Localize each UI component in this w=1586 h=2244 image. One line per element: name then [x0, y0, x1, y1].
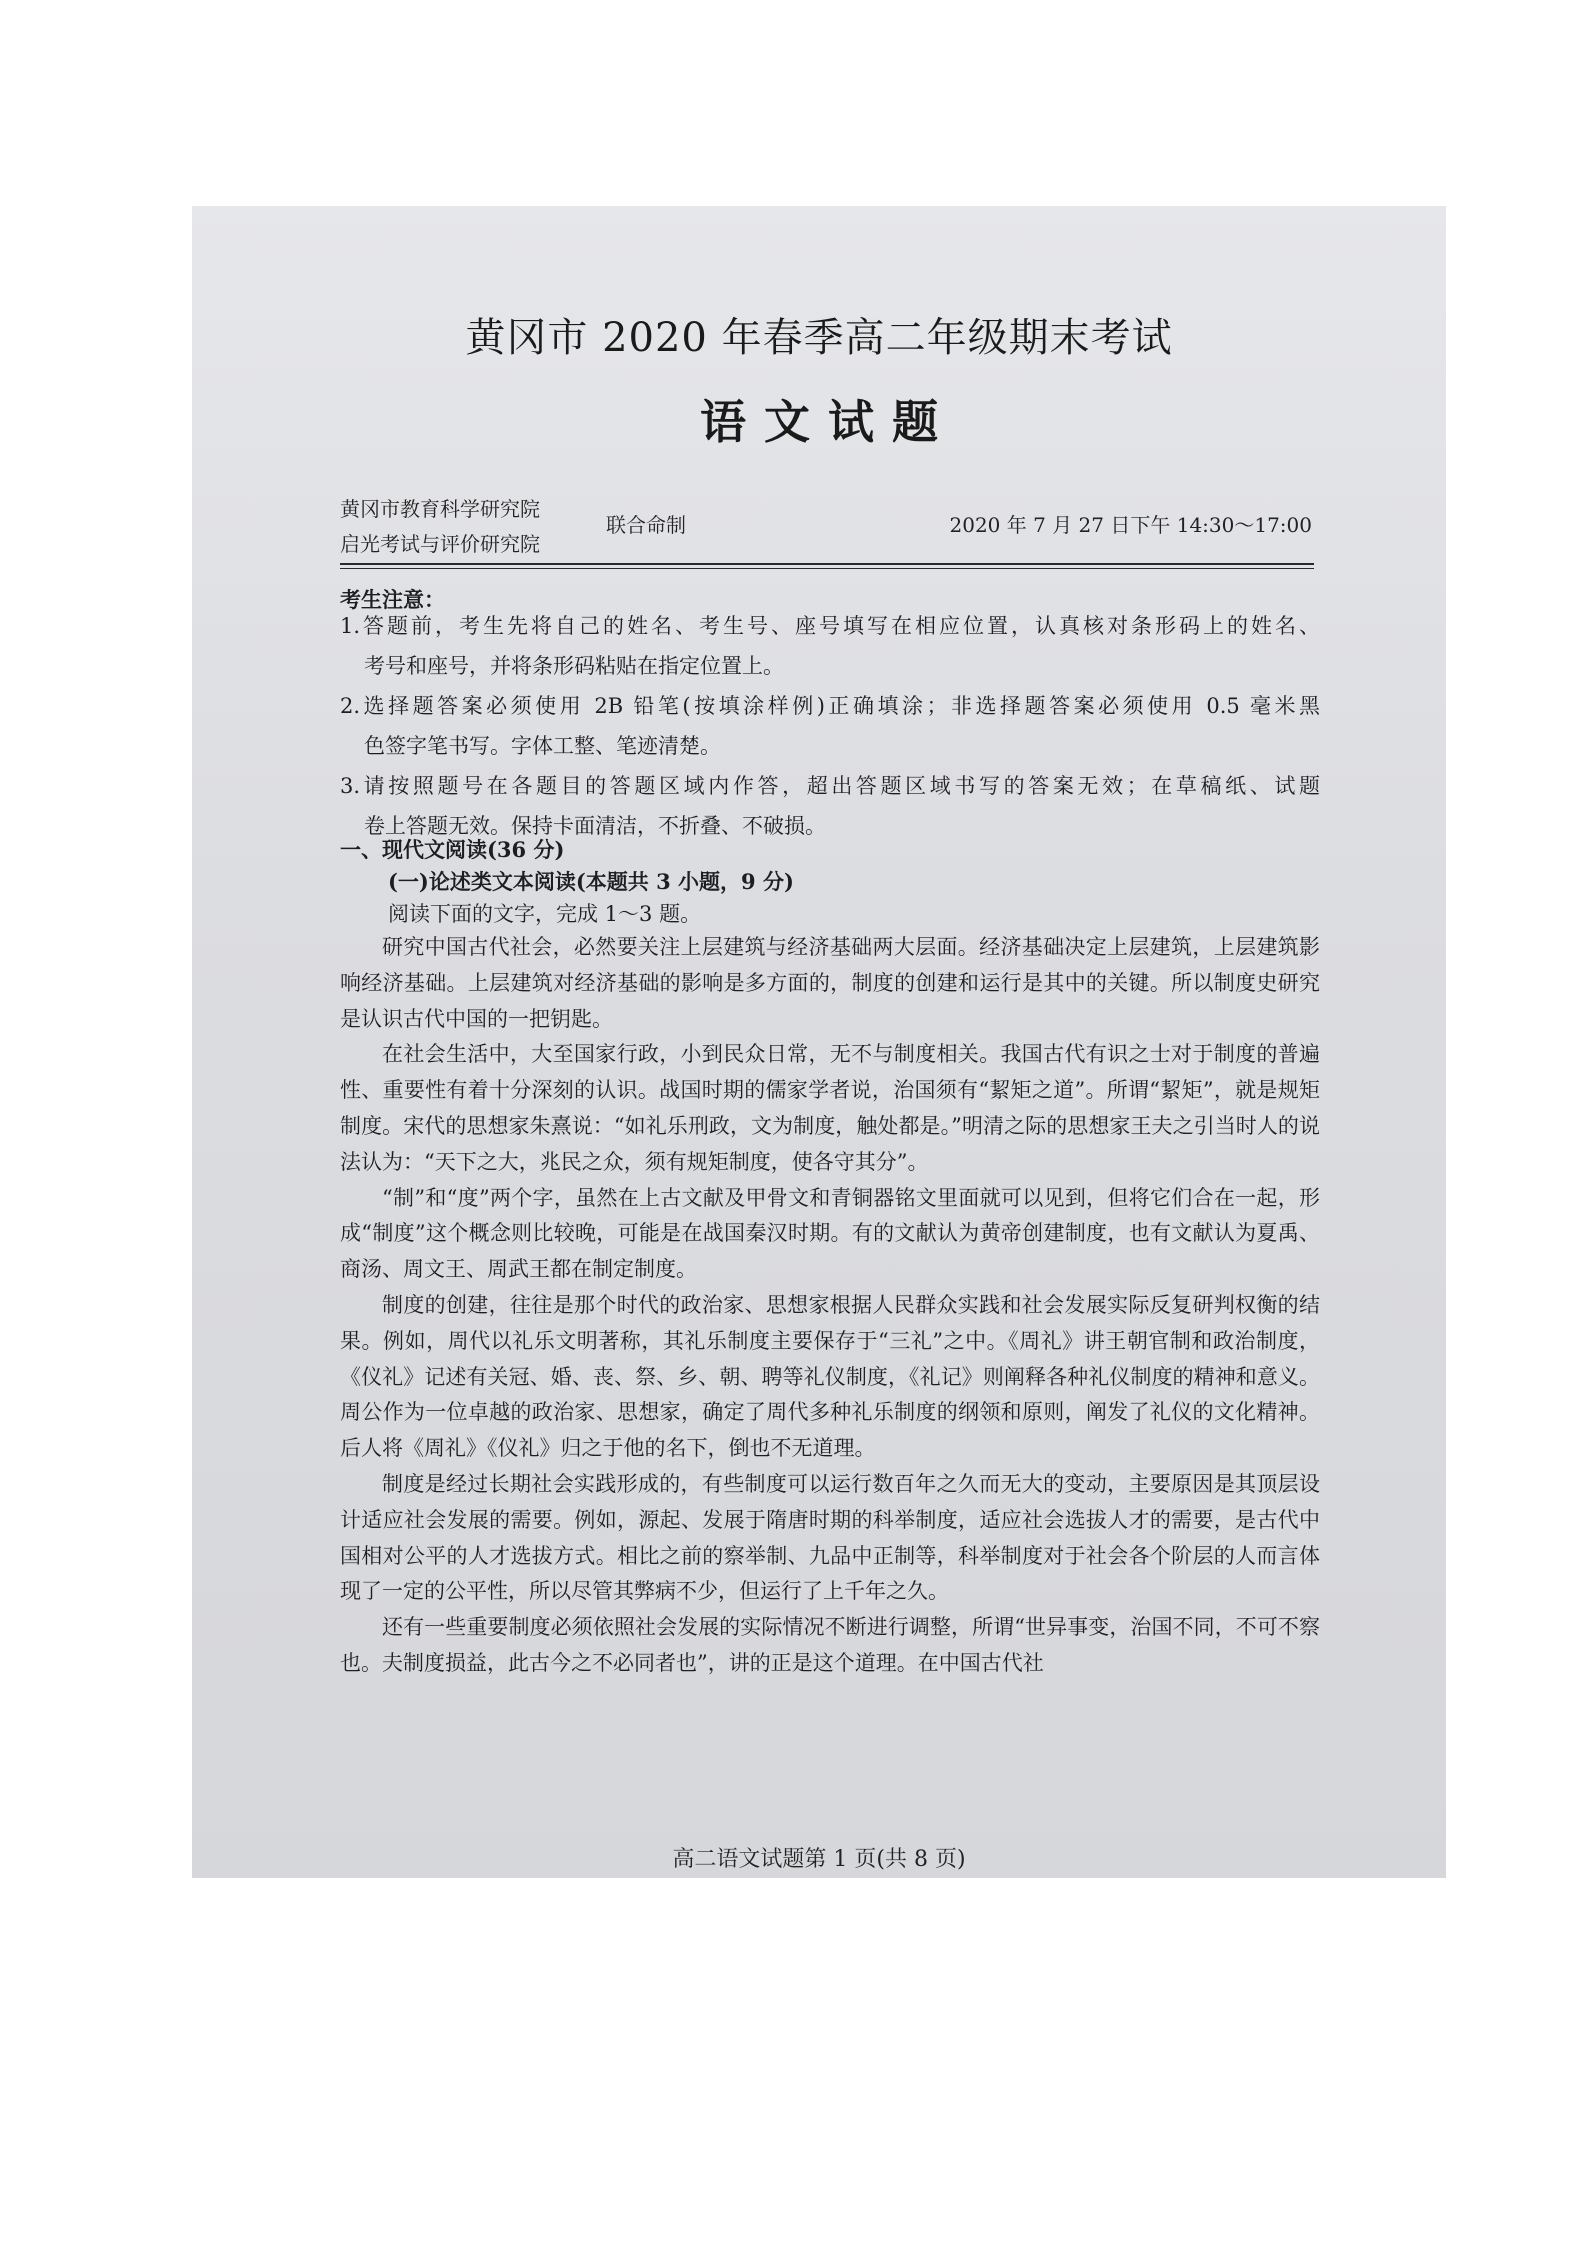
- header-divider-thin: [340, 568, 1314, 569]
- notice-item: [340, 606, 1320, 686]
- exam-paper: [192, 206, 1446, 1878]
- exam-title: 黄冈市 2020 年春季高二年级期末考试: [465, 315, 1173, 361]
- section-heading: 一、现代文阅读(36 分): [340, 837, 565, 862]
- organizer-2: 启光考试与评价研究院: [340, 532, 540, 556]
- passage-paragraph: 在社会生活中，大至国家行政，小到民众日常，无不与制度相关。我国古代有识之士对于制度的普遍性、重要性有着十分深刻的认识。战国时期的儒家学者说，治国须有“絜矩之道”。所谓“絜矩”，就是规矩制度。宋代的思想家朱熹说：“如礼乐刑政，文为制度，触处都是。”明清之际的思想家王夫之引当时人的说法认为：“天下之大，兆民之众，须有规矩制度，使各守其分”。: [340, 1042, 1320, 1174]
- passage-paragraph: 研究中国古代社会，必然要关注上层建筑与经济基础两大层面。经济基础决定上层建筑，上层建筑影响经济基础。上层建筑对经济基础的影响是多方面的，制度的创建和运行是其中的关键。所以制度史研究是认识古代中国的一把钥匙。: [340, 935, 1320, 1031]
- notice-heading: 考生注意：: [340, 587, 445, 612]
- page-footer: 高二语文试题第 1 页(共 8 页): [672, 1847, 966, 1872]
- exam-datetime: 2020 年 7 月 27 日下午 14:30～17:00: [949, 513, 1312, 537]
- notice-item-continuation: 考号和座号，并将条形码粘贴在指定位置上。: [364, 654, 784, 678]
- reading-passage: [340, 930, 1320, 1682]
- passage-paragraph: 制度的创建，往往是那个时代的政治家、思想家根据人民群众实践和社会发展实际反复研判权衡的结果。例如，周代以礼乐文明著称，其礼乐制度主要保存于“三礼”之中。《周礼》讲王朝官制和政治制度，《仪礼》记述有关冠、婚、丧、祭、乡、朝、聘等礼仪制度，《礼记》则阐释各种礼仪制度的精神和意义。周公作为一位卓越的政治家、思想家，确定了周代多种礼乐制度的纲领和原则，阐发了礼仪的文化精神。后人将《周礼》《仪礼》归之于他的名下，倒也不无道理。: [340, 1292, 1320, 1461]
- exam-subject: 语文试题: [700, 395, 956, 449]
- subsection-heading: (一)论述类文本阅读(本题共 3 小题，9 分): [388, 869, 794, 894]
- passage-paragraph: 制度是经过长期社会实践形成的，有些制度可以运行数百年之久而无大的变动，主要原因是其顶层设计适应社会发展的需要。例如，源起、发展于隋唐时期的科举制度，适应社会选拔人才的需要，是古代中国相对公平的人才选拔方式。相比之前的察举制、九品中正制等，科举制度对于社会各个阶层的人而言体现了一定的公平性，所以尽管其弊病不少，但运行了上千年之久。: [340, 1471, 1320, 1604]
- notice-item-line: 1.答题前，考生先将自己的姓名、考生号、座号填写在相应位置，认真核对条形码上的姓名、: [340, 614, 1320, 638]
- reading-instruction: 阅读下面的文字，完成 1～3 题。: [388, 902, 702, 926]
- joint-label: 联合命制: [606, 513, 686, 537]
- notice-item: [340, 686, 1320, 766]
- notice-item-line: 2.选择题答案必须使用 2B 铅笔(按填涂样例)正确填涂；非选择题答案必须使用 0.5 毫米黑: [340, 694, 1320, 718]
- notice-item-continuation: 卷上答题无效。保持卡面清洁，不折叠、不破损。: [364, 814, 826, 838]
- passage-paragraph: 还有一些重要制度必须依照社会发展的实际情况不断进行调整，所谓“世异事变，治国不同，不可不察也。夫制度损益，此古今之不必同者也”，讲的正是这个道理。在中国古代社: [340, 1615, 1320, 1675]
- notice-item-continuation: 色签字笔书写。字体工整、笔迹清楚。: [364, 734, 721, 758]
- notice-item-line: 3.请按照题号在各题目的答题区域内作答，超出答题区域书写的答案无效；在草稿纸、试题: [340, 774, 1320, 798]
- header-divider-thick: [340, 563, 1314, 565]
- organizer-1: 黄冈市教育科学研究院: [340, 497, 540, 521]
- exam-header-info: [340, 493, 1312, 561]
- passage-paragraph: “制”和“度”两个字，虽然在上古文献及甲骨文和青铜器铭文里面就可以见到，但将它们合在一起，形成“制度”这个概念则比较晚，可能是在战国秦汉时期。有的文献认为黄帝创建制度，也有文献认为夏禹、商汤、周文王、周武王都在制定制度。: [340, 1185, 1320, 1282]
